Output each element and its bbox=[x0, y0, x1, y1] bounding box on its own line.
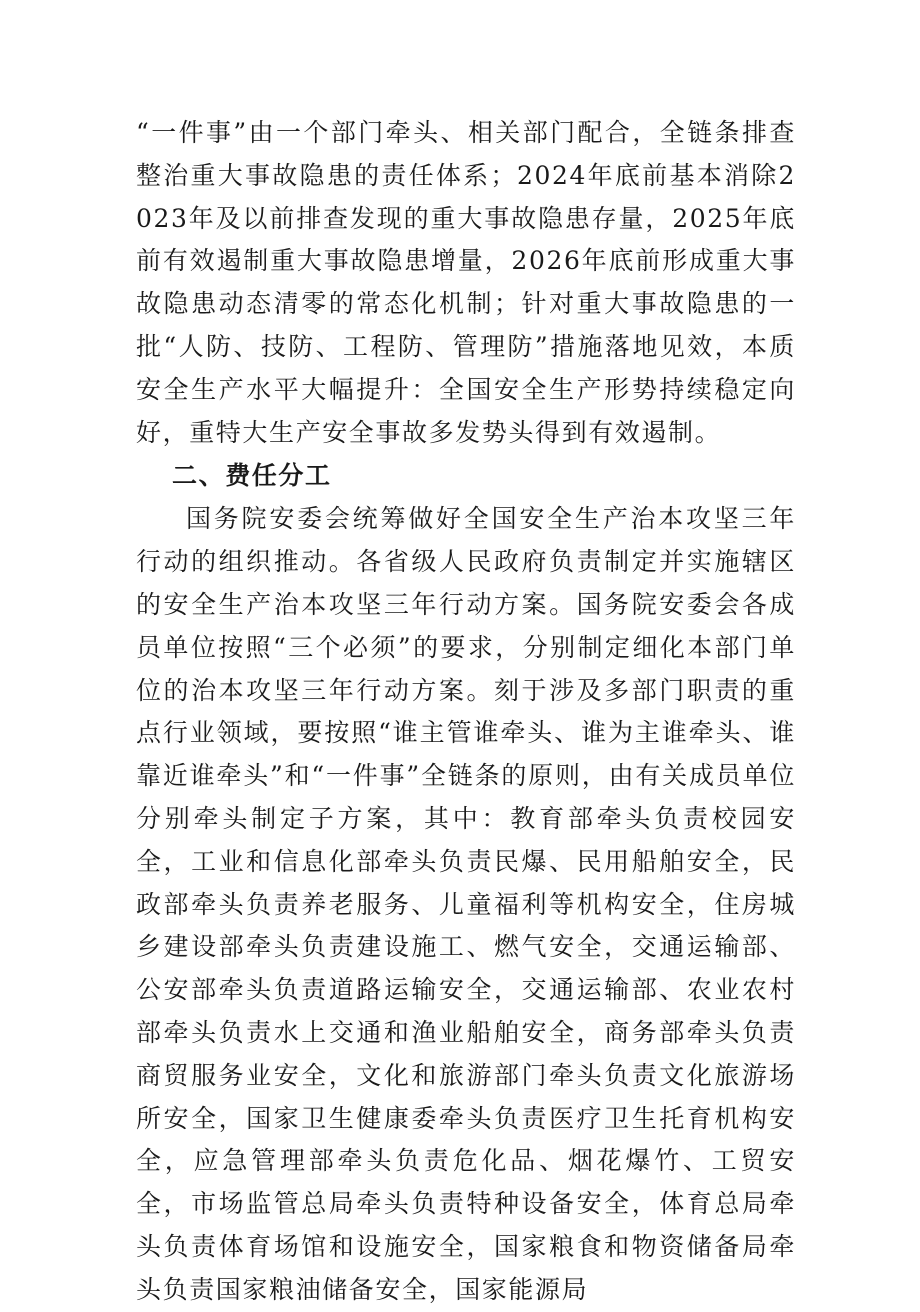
document-body bbox=[136, 112, 796, 1312]
paragraph-responsibility-system: “一件事”由一个部门牵头、相关部门配合，全链条排查整治重大事故隐患的责任体系；2024年底前基本消除2023年及以前排查发现的重大事故隐患存量，2025年底前有效遏制重大事故隐患增量，2026年底前形成重大事故隐患动态清零的常态化机制；针对重大事故隐患的一批“人防、技防、工程防、管理防”措施落地见效，本质安全生产水平大幅提升：全国安全生产形势持续稳定向好，重特大生产安全事故多发势头得到有效遏制。 bbox=[136, 118, 796, 447]
section-heading-division-of-responsibilities: 二、费任分工 bbox=[172, 461, 332, 491]
paragraph-division-of-responsibilities: 国务院安委会统筹做好全国安全生产治本攻坚三年行动的组织推动。各省级人民政府负责制定并实施辖区的安全生产治本攻坚三年行动方案。国务院安委会各成员单位按照“三个必须”的要求，分别制定细化本部门单位的治本攻坚三年行动方案。刻于涉及多部门职责的重点行业领域，要按照“谁主管谁牵头、谁为主谁牵头、谁靠近谁牵头”和“一件事”全链条的原则，由有关成员单位分别牵头制定子方案，其中：教育部牵头负责校园安全，工业和信息化部牵头负责民爆、民用船舶安全，民政部牵头负责养老服务、儿童福利等机构安全，住房城乡建设部牵头负责建设施工、燃气安全，交通运输部、公安部牵头负责道路运输安全，交通运输部、农业农村部牵头负责水上交通和渔业船舶安全，商务部牵头负责商贸服务业安全，文化和旅游部门牵头负责文化旅游场所安全，国家卫生健康委牵头负责医疗卫生托育机构安全，应急管理部牵头负责危化品、烟花爆竹、工贸安全，市场监管总局牵头负责特种设备安全，体育总局牵头负责体育场馆和设施安全，国家粮食和物资储备局牵头负责国家粮油储备安全，国家能源局 bbox=[136, 504, 796, 1304]
